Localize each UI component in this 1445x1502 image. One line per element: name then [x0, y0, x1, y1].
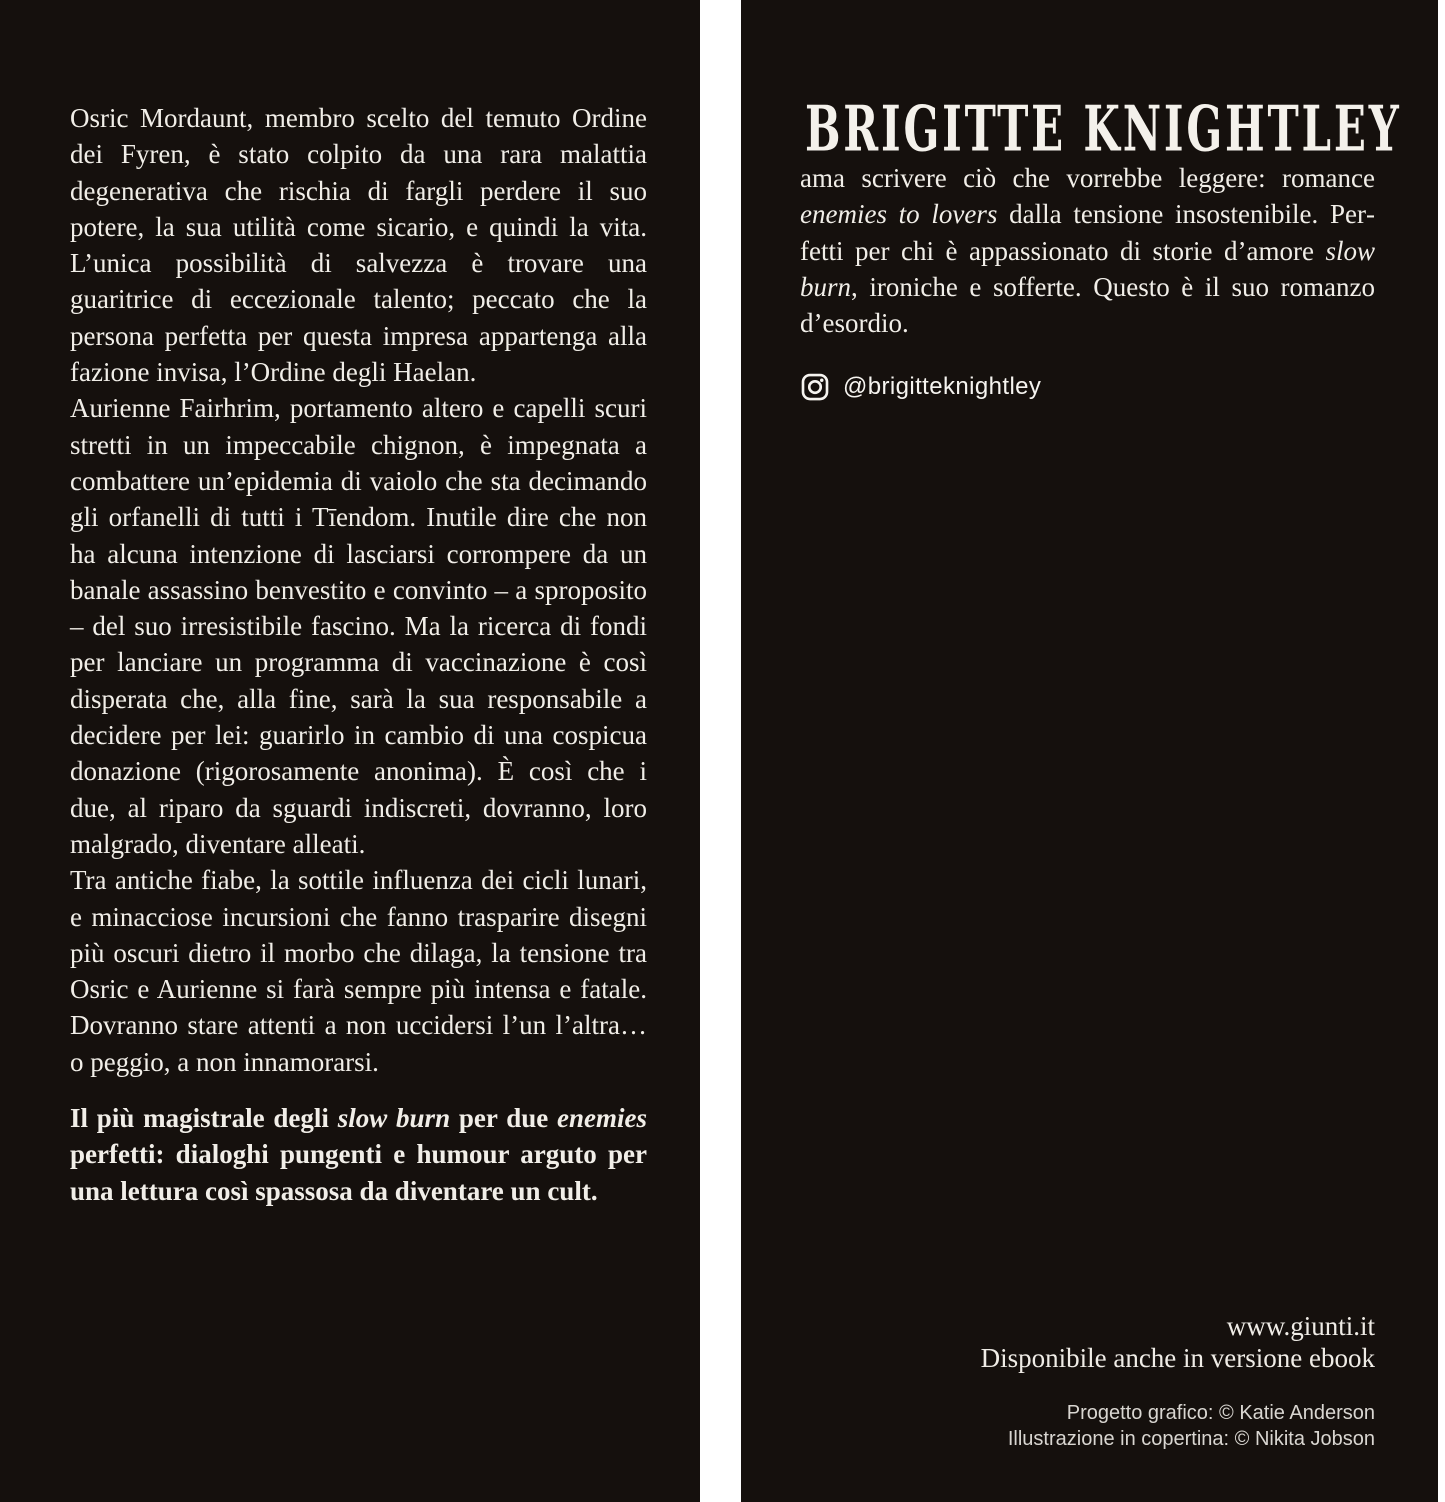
- right-flap-panel: [741, 0, 1438, 1502]
- left-flap-panel: [0, 0, 700, 1502]
- right-edge-strip: [1438, 0, 1445, 1502]
- description-paragraph: Aurienne Fairhrim, portamento altero e capelli scuri stretti in un impeccabile chignon, è impegnata a combattere un’epidemia di vaiolo che sta decimando gli orfanelli di tutti i Tīendom. Inutile dire che non ha alcuna intenzione di lasciarsi corrompere da un banale assassino benvestito e convinto – a sproposito – del suo irresistibile fascino. Ma la ricerca di fondi per lanciare un programma di vaccinazione è così disperata che, alla fine, sarà la sua responsabile a decidere per lei: guarirlo in cambio di una cospicua donazione (rigorosamente anonima). È così che i due, al riparo da sguardi indiscreti, dovranno, loro malgrado, diventare alleati.: [70, 393, 647, 859]
- credits-block: [1008, 1400, 1375, 1452]
- author-bio: ama scrivere ciò che vorrebbe leggere: romance enemies to lovers dalla tensione insostenibile. Perfetti per chi è appassionato di storie d’amore slow burn, ironiche e sofferte. Questo è il suo romanzo d’esordio.: [800, 163, 1375, 339]
- instagram-row: [800, 372, 1041, 402]
- credit-line-design: Progetto grafico: © Katie Anderson: [1066, 1402, 1375, 1424]
- publisher-website: www.giunti.it: [1226, 1311, 1375, 1341]
- credit-line-illustration: Illustrazione in copertina: © Nikita Jobson: [1007, 1428, 1375, 1450]
- instagram-handle: @brigitteknightley: [843, 373, 1042, 400]
- author-name: BRIGITTE KNIGHTLEY: [805, 92, 1402, 167]
- instagram-icon: [800, 372, 830, 402]
- ebook-note: Disponibile anche in versione ebook: [980, 1343, 1375, 1373]
- imprint-block: [981, 1310, 1375, 1374]
- description-paragraph: Tra antiche fiabe, la sottile influenza dei cicli lunari, e minacciose incursioni che fanno trasparire disegni più oscuri dietro il morbo che dilaga, la tensione tra Osric e Aurienne si farà sempre più intensa e fatale. Dovranno stare attenti a non uccidersi l’un l’altra… o peggio, a non innamorarsi.: [70, 865, 647, 1077]
- book-description: [70, 100, 647, 1209]
- description-paragraph: Il più magistrale degli slow burn per due enemies perfetti: dialoghi pungenti e humour arguto per una lettura così spassosa da diventare un cult.: [70, 1103, 647, 1206]
- spine-gap: [700, 0, 741, 1502]
- description-paragraph: Osric Mordaunt, membro scelto del temuto Ordine dei Fyren, è stato colpito da una rara malattia degenerativa che rischia di fargli perdere il suo potere, la sua utilità come sicario, e quindi la vita. L’unica possibilità di salvezza è trovare una guaritrice di eccezionale talento; peccato che la persona perfetta per questa impresa appartenga alla fazione invisa, l’Ordine degli Haelan.: [70, 103, 647, 388]
